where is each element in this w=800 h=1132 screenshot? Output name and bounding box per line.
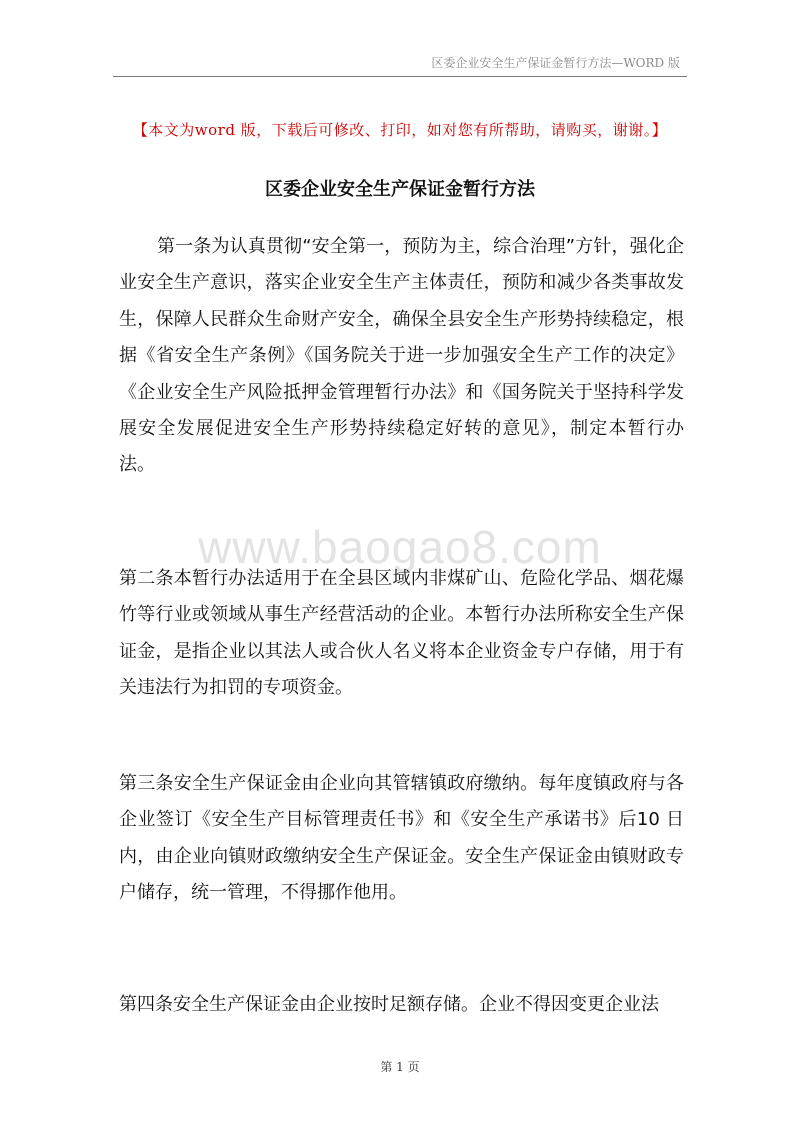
purchase-notice: 【本文为word 版，下载后可修改、打印，如对您有所帮助，请购买，谢谢。】: [132, 121, 668, 139]
paragraph-article-2: 第二条本暂行办法适用于在全县区域内非煤矿山、危险化学品、烟花爆竹等行业或领域从事生产经营活动的企业。本暂行办法所称安全生产保证金，是指企业以其法人或合伙人名义将本企业资金专户存储，用于有关违法行为扣罚的专项资金。: [119, 568, 684, 699]
document-title: 区委企业安全生产保证金暂行方法: [265, 179, 535, 200]
paragraph-article-4: 第四条安全生产保证金由企业按时足额存储。企业不得因变更企业法: [119, 994, 659, 1015]
running-header: 区委企业安全生产保证金暂行方法—WORD 版: [431, 56, 680, 70]
watermark: www.baogao8.com: [198, 521, 602, 573]
paragraph-article-3: 第三条安全生产保证金由企业向其管辖镇政府缴纳。每年度镇政府与各企业签订《安全生产目标管理责任书》和《安全生产承诺书》后10 日内，由企业向镇财政缴纳安全生产保证金。安全生产保证金由镇财政专户储存，统一管理，不得挪作他用。: [119, 773, 684, 904]
paragraph-article-1: 第一条为认真贯彻“安全第一，预防为主，综合治理”方针，强化企业安全生产意识，落实企业安全生产主体责任，预防和减少各类事故发生，保障人民群众生命财产安全，确保全县安全生产形势持续稳定，根据《省安全生产条例》《国务院关于进一步加强安全生产工作的决定》《企业安全生产风险抵押金管理暂行办法》和《国务院关于坚持科学发展安全发展促进安全生产形势持续稳定好转的意见》，制定本暂行办法。: [119, 236, 684, 476]
header-divider: [113, 76, 687, 77]
page-number: 第 1 页: [380, 1060, 420, 1074]
